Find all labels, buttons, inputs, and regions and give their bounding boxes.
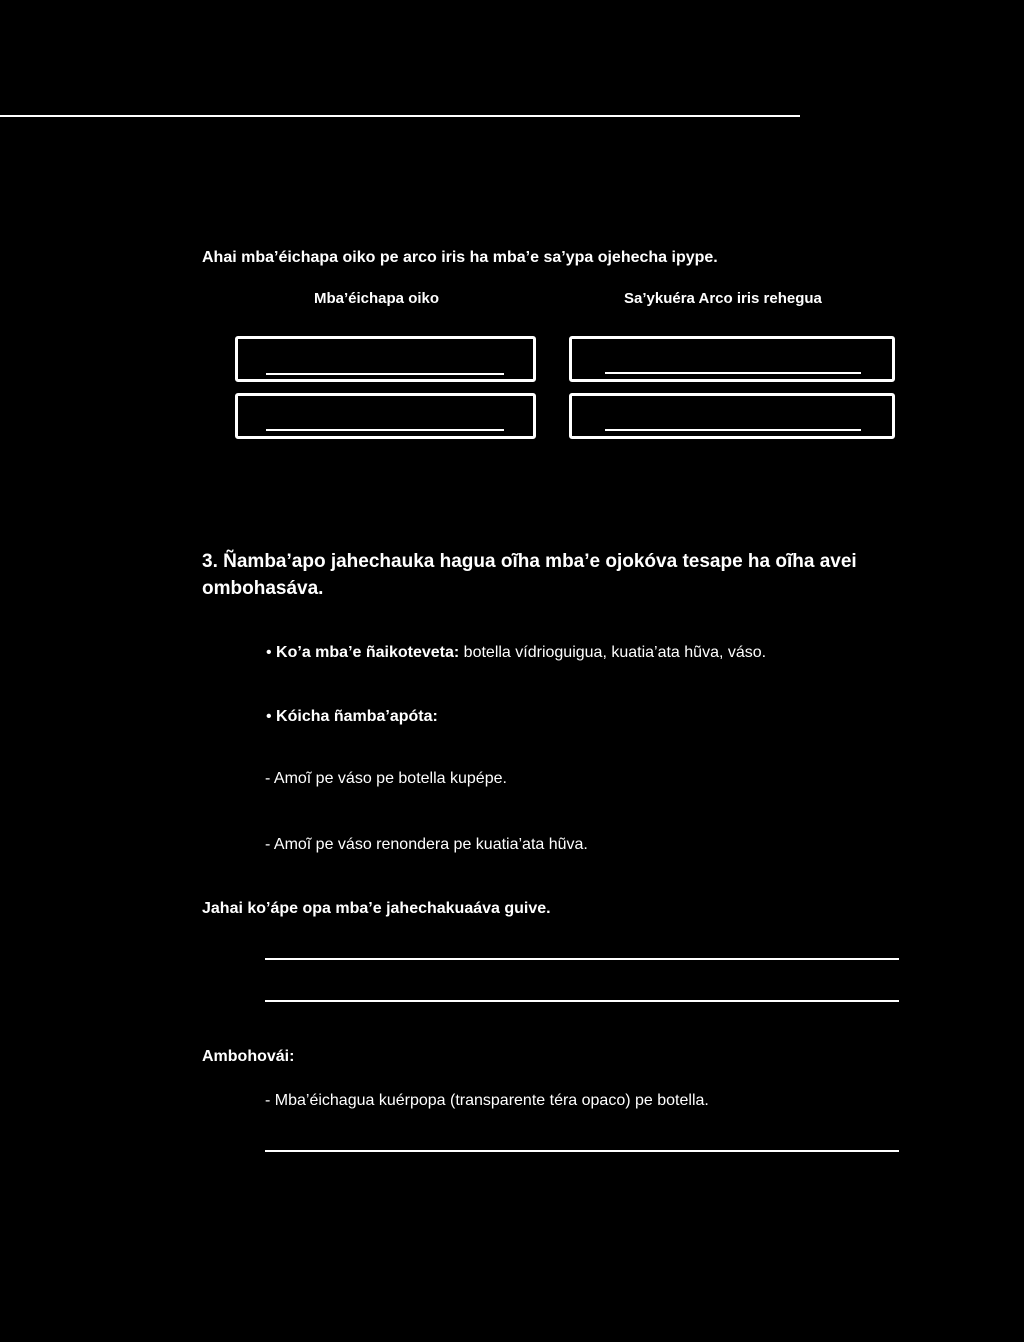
answer-box-right-1[interactable] — [569, 336, 895, 382]
answer-line — [266, 429, 504, 431]
writing-line-2[interactable] — [265, 1000, 899, 1002]
bullet-dot: • — [266, 708, 277, 725]
instruction-text: Ahai mba’éichapa oiko pe arco iris ha mba’e sa’ypa ojehecha ipype. — [202, 249, 718, 266]
column-header-how-it-forms: Mba’éichapa oiko — [314, 290, 440, 307]
materials-bullet — [266, 644, 766, 662]
writing-line-3[interactable] — [265, 1150, 899, 1152]
question-3-title — [202, 548, 902, 602]
writing-line-1[interactable] — [265, 958, 899, 960]
question-text: Ñamba’apo jahechauka hagua oĩha mba’e ojokóva tesape ha oĩha avei ombohasáva. — [202, 551, 857, 599]
answer-line — [605, 372, 861, 374]
answer-box-left-1[interactable] — [235, 336, 536, 382]
top-rule — [0, 115, 800, 117]
answers-label: Ambohovái: — [202, 1048, 295, 1065]
answer-line — [605, 429, 861, 431]
answer-item-1: - Mba’éichagua kuérpopa (transparente téra opaco) pe botella. — [265, 1092, 709, 1109]
observe-prompt: Jahai ko’ápe opa mba’e jahechakuaáva guive. — [202, 900, 551, 917]
materials-items: botella vídrioguigua, kuatia’ata hũva, váso. — [463, 644, 767, 661]
materials-label: Ko’a mba’e ñaikoteveta: — [276, 644, 460, 661]
procedure-step-1: - Amoĩ pe váso pe botella kupépe. — [265, 770, 507, 787]
procedure-bullet — [266, 708, 438, 726]
bullet-dot: • — [266, 644, 277, 661]
question-number: 3. — [202, 551, 218, 572]
procedure-step-2: - Amoĩ pe váso renondera pe kuatia’ata hũva. — [265, 836, 588, 853]
column-header-rainbow-colors: Sa’ykuéra Arco iris rehegua — [624, 290, 822, 307]
answer-box-right-2[interactable] — [569, 393, 895, 439]
procedure-label: Kóicha ñamba’apóta: — [276, 708, 438, 725]
answer-line — [266, 373, 504, 375]
answer-box-left-2[interactable] — [235, 393, 536, 439]
